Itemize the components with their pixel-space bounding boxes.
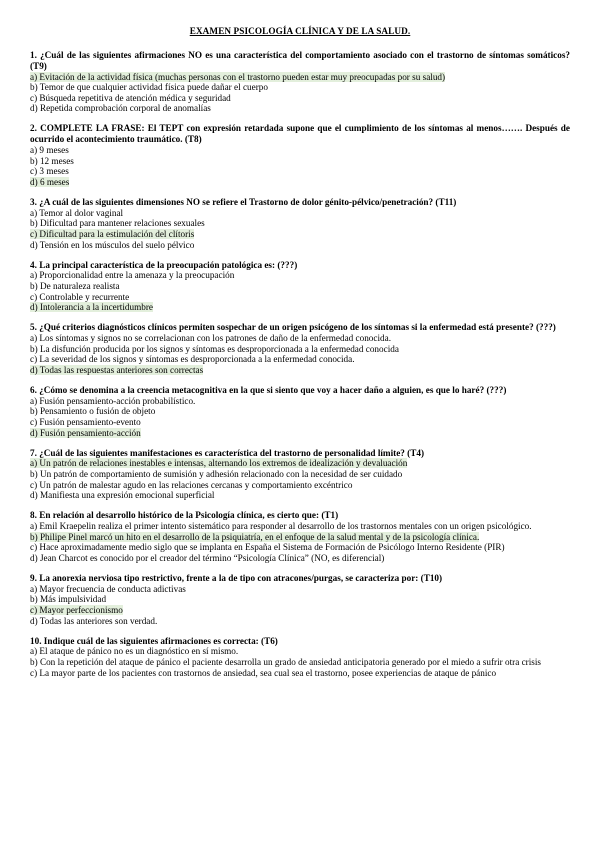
option-d: d) Jean Charcot es conocido por el creador del término “Psicología Clínica” (NO, es diferencial) — [30, 552, 385, 563]
question-stem: 8. En relación al desarrollo histórico de la Psicología clínica, es cierto que: (T1) — [30, 510, 339, 521]
option-b: b) La disfunción producida por los signos y síntomas es desproporcionada a la enfermedad conocida — [30, 343, 399, 354]
option-c: c) Dificultad para la estimulación del clítoris — [30, 228, 195, 239]
option-c: c) La severidad de los signos y síntomas es desproporcionada a la enfermedad conocida. — [30, 354, 355, 365]
question-7 — [30, 448, 570, 501]
option-a: a) Fusión pensamiento-acción probabilístico. — [30, 395, 196, 406]
option-b: b) Philipe Pinel marcó un hito en el desarrollo de la psiquiatría, en el enfoque de la salud mental y de la psicología clínica. — [30, 531, 480, 542]
option-b: b) De naturaleza realista — [30, 281, 120, 291]
question-stem: 9. La anorexia nerviosa tipo restrictivo, frente a la de tipo con atracones/purgas, se caracteriza por: (T10) — [30, 572, 443, 583]
question-stem: 7. ¿Cuál de las siguientes manifestaciones es característica del trastorno de personalidad límite? (T4) — [30, 447, 424, 458]
option-b: b) Con la repetición del ataque de pánico el paciente desarrolla un grado de ansiedad anticipatoria generado por el miedo a sufrir otra crisis — [30, 657, 541, 668]
option-a: a) Proporcionalidad entre la amenaza y la preocupación — [30, 270, 235, 281]
option-c: c) Mayor perfeccionismo — [30, 604, 123, 615]
option-b: b) Dificultad para mantener relaciones sexuales — [30, 218, 205, 229]
option-b: b) Pensamiento o fusión de objeto — [30, 406, 156, 417]
option-d: d) Tensión en los músculos del suelo pélvico — [30, 239, 195, 250]
option-c: c) 3 meses — [30, 166, 69, 177]
option-d: d) 6 meses — [30, 176, 70, 187]
question-stem: 1. ¿Cuál de las siguientes afirmaciones NO es una característica del comportamiento asociado con el trastorno de síntomas somáticos? (T9) — [30, 50, 570, 71]
option-a: a) Los síntomas y signos no se correlacionan con los patrones de daño de la enfermedad conocida. — [30, 333, 392, 344]
question-stem: 10. Indique cuál de las siguientes afirmaciones es correcta: (T6) — [30, 635, 278, 646]
option-c: c) Búsqueda repetitiva de atención médica y seguridad — [30, 92, 231, 103]
option-c: c) Hace aproximadamente medio siglo que se implanta en España el Sistema de Formación de Psicólogo Interno Residente (PIR) — [30, 542, 505, 553]
option-d: d) Repetida comprobación corporal de anomalías — [30, 103, 211, 114]
option-c: c) Un patrón de malestar agudo en las relaciones cercanas y comportamiento excéntrico — [30, 479, 353, 490]
question-2 — [30, 123, 570, 187]
question-9 — [30, 573, 570, 626]
option-b: b) Temor de que cualquier actividad física puede dañar el cuerpo — [30, 82, 268, 93]
question-10 — [30, 636, 570, 679]
option-a: a) Mayor frecuencia de conducta adictivas — [30, 583, 186, 594]
question-stem: 6. ¿Cómo se denomina a la creencia metacognitiva en la que si siento que voy a hacer daño a alguien, es que lo haré? (???) — [30, 384, 507, 395]
question-stem: 3. ¿A cuál de las siguientes dimensiones NO se refiere el Trastorno de dolor génito-pélvico/penetración? (T11) — [30, 196, 457, 207]
option-d: d) Todas las respuestas anteriores son correctas — [30, 364, 204, 375]
option-a: a) El ataque de pánico no es un diagnóstico en sí mismo. — [30, 646, 239, 657]
option-d: d) Fusión pensamiento-acción — [30, 427, 141, 438]
option-b: b) Un patrón de comportamiento de sumisión y adhesión relacionado con la necesidad de ser cuidado — [30, 469, 403, 480]
option-c: c) Fusión pensamiento-evento — [30, 416, 141, 427]
option-a: a) Evitación de la actividad física (muchas personas con el trastorno pueden estar muy preocupadas por su salud) — [30, 71, 446, 82]
option-a: a) Emil Kraepelin realiza el primer intento sistemático para responder al desarrollo de los trastornos mentales con un origen psicológico. — [30, 521, 532, 532]
option-d: d) Intolerancia a la incertidumbre — [30, 302, 153, 313]
option-d: d) Todas las anteriores son verdad. — [30, 615, 158, 626]
question-5 — [30, 322, 570, 375]
question-1 — [30, 50, 570, 114]
question-stem: 2. COMPLETE LA FRASE: El TEPT con expresión retardada supone que el cumplimiento de los síntomas al menos……. Después de ocurrido el acontecimiento traumático. (T8) — [30, 123, 570, 145]
question-stem: 4. La principal característica de la preocupación patológica es: (???) — [30, 259, 298, 270]
option-c: c) La mayor parte de los pacientes con trastornos de ansiedad, sea cual sea el trastorno, posee experiencias de ataque de pánico — [30, 667, 497, 678]
question-4 — [30, 260, 570, 313]
option-b: b) Más impulsividad — [30, 594, 107, 605]
question-6 — [30, 385, 570, 438]
exam-title: EXAMEN PSICOLOGÍA CLÍNICA Y DE LA SALUD. — [189, 26, 411, 36]
question-3 — [30, 197, 570, 250]
option-a: a) 9 meses — [30, 145, 69, 156]
question-8 — [30, 510, 570, 563]
option-a: a) Temor al dolor vaginal — [30, 207, 124, 218]
question-stem: 5. ¿Qué criterios diagnósticos clínicos permiten sospechar de un origen psicógeno de los síntomas si la enfermedad está presente? (???) — [30, 322, 556, 333]
option-c: c) Controlable y recurrente — [30, 291, 130, 302]
option-d: d) Manifiesta una expresión emocional superficial — [30, 490, 215, 501]
option-b: b) 12 meses — [30, 155, 74, 166]
option-a: a) Un patrón de relaciones inestables e intensas, alternando los extremos de idealización y devaluación — [30, 458, 408, 469]
